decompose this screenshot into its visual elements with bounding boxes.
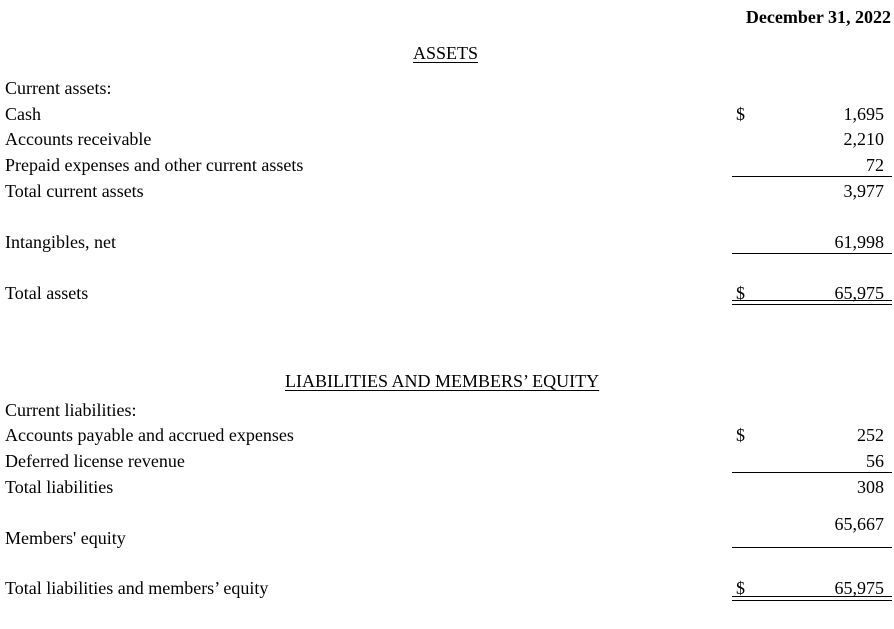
accounts-receivable-label: Accounts receivable — [5, 129, 152, 149]
column-header-date: December 31, 2022 — [745, 7, 891, 27]
total-current-assets-value: 3,977 — [843, 181, 884, 201]
accounts-receivable-value: 2,210 — [843, 129, 884, 149]
total-liabilities-equity-currency: $ — [736, 578, 745, 598]
total-assets-currency: $ — [736, 283, 745, 303]
total-liabilities-value: 308 — [857, 477, 884, 497]
subtotal-rule — [732, 176, 892, 177]
subtotal-rule — [732, 547, 892, 548]
cash-label: Cash — [5, 104, 41, 124]
intangibles-label: Intangibles, net — [5, 232, 116, 252]
current-liabilities-label: Current liabilities: — [5, 400, 137, 420]
current-assets-label: Current assets: — [5, 78, 112, 98]
subtotal-rule — [732, 253, 892, 254]
total-double-rule — [732, 300, 892, 305]
cash-value: 1,695 — [843, 104, 884, 124]
total-liabilities-label: Total liabilities — [5, 477, 114, 497]
total-liabilities-equity-label: Total liabilities and members’ equity — [5, 578, 269, 598]
accounts-payable-value: 252 — [857, 425, 884, 445]
total-assets-value: 65,975 — [834, 283, 884, 303]
prepaid-expenses-value: 72 — [866, 155, 884, 175]
intangibles-value: 61,998 — [834, 232, 884, 252]
accounts-payable-label: Accounts payable and accrued expenses — [5, 425, 294, 445]
total-assets-label: Total assets — [5, 283, 89, 303]
members-equity-label: Members' equity — [5, 528, 126, 548]
subtotal-rule — [732, 472, 892, 473]
liabilities-section-title: LIABILITIES AND MEMBERS’ EQUITY — [285, 371, 600, 391]
total-liabilities-equity-value: 65,975 — [834, 578, 884, 598]
total-current-assets-label: Total current assets — [5, 181, 144, 201]
deferred-license-revenue-label: Deferred license revenue — [5, 451, 185, 471]
assets-section-title: ASSETS — [413, 43, 479, 63]
members-equity-value: 65,667 — [834, 514, 884, 534]
deferred-license-revenue-value: 56 — [866, 451, 884, 471]
prepaid-expenses-label: Prepaid expenses and other current assets — [5, 155, 304, 175]
cash-currency: $ — [736, 104, 745, 124]
accounts-payable-currency: $ — [736, 425, 745, 445]
total-double-rule — [732, 596, 892, 601]
